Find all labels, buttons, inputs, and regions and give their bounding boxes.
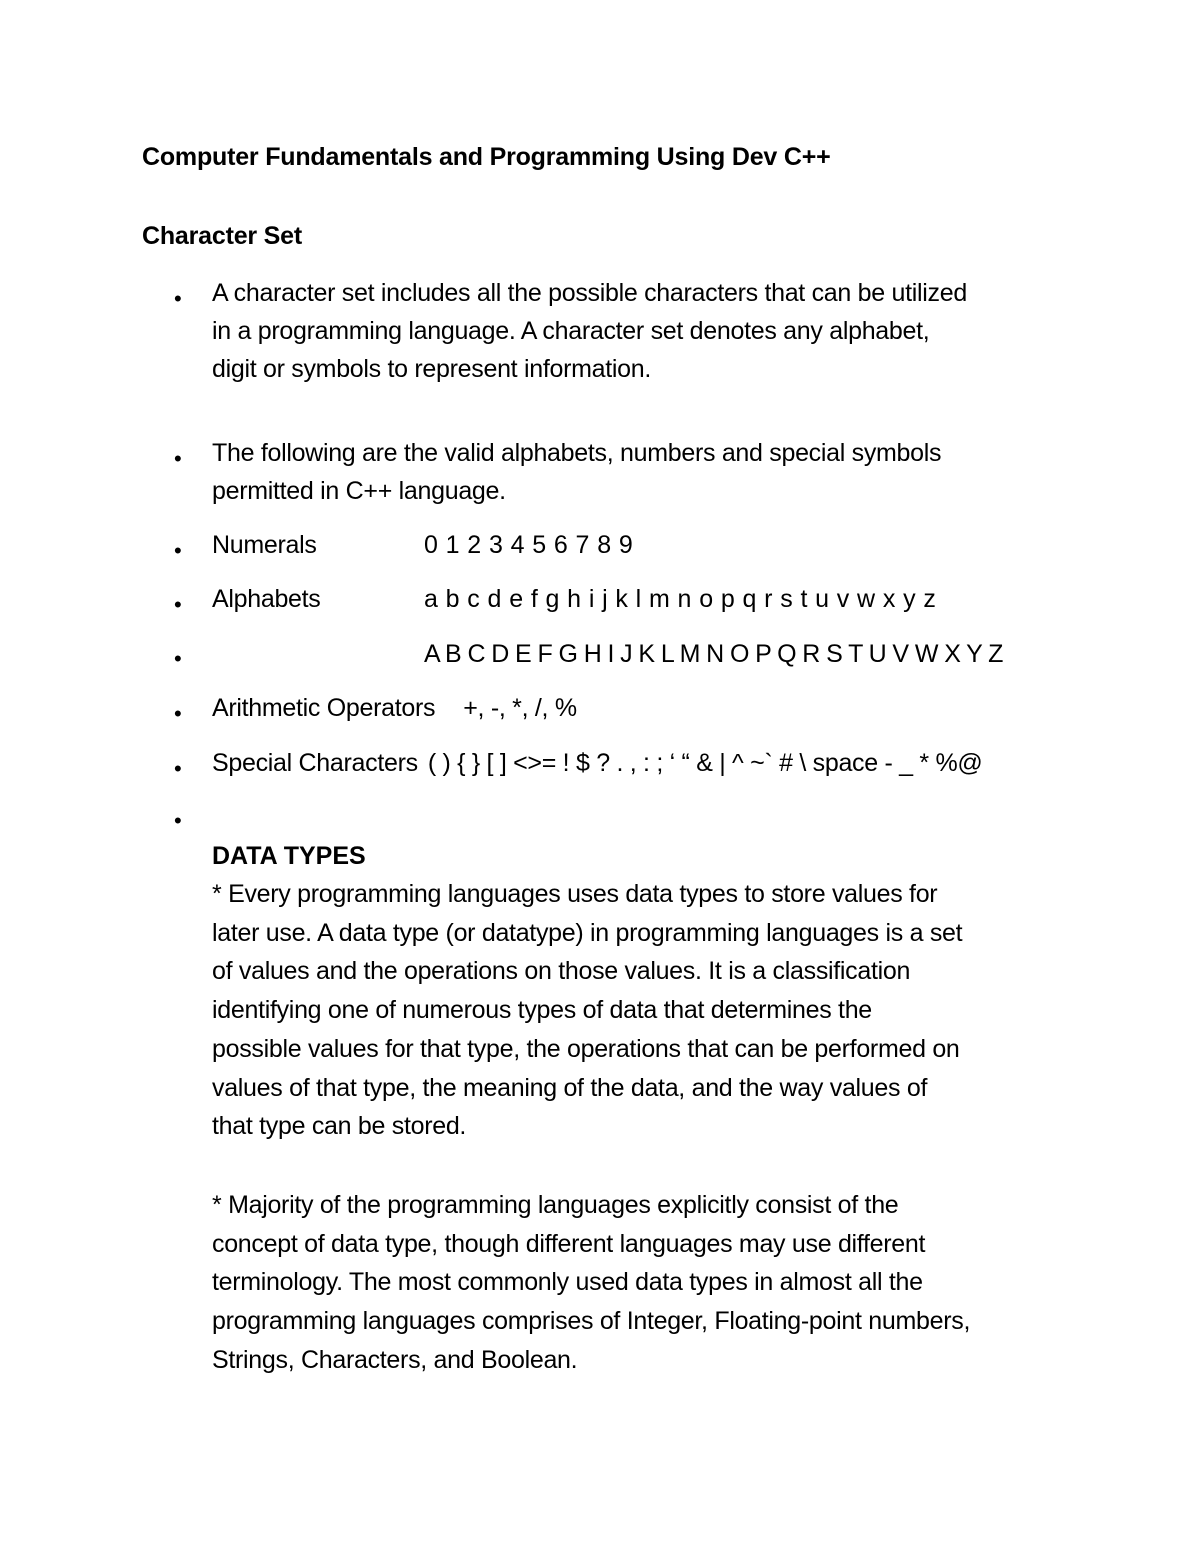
special-characters-label: Special Characters (212, 749, 418, 777)
alphabets-lowercase: a b c d e f g h i j k l m n o p q r s t u v w x y z (424, 585, 937, 613)
special-characters-value: ( ) { } [ ] <>= ! $ ? . , : ; ‘ “ & | ^ ~` # \ space - _ * %@ (427, 749, 983, 777)
document-title: Computer Fundamentals and Programming Using Dev C++ (142, 143, 831, 171)
bullet-icon: • (174, 446, 182, 471)
text-line: identifying one of numerous types of data that determines the (212, 996, 872, 1025)
text-line: concept of data type, though different languages may use different (212, 1229, 926, 1258)
alphabets-uppercase: A B C D E F G H I J K L M N O P Q R S T U V W X Y Z (424, 640, 1003, 668)
character-set-definition (212, 274, 1072, 388)
valid-symbols-intro (212, 434, 1072, 510)
text-line: programming languages comprises of Integer, Floating-point numbers, (212, 1307, 971, 1336)
text-line: The following are the valid alphabets, numbers and special symbols (212, 439, 942, 467)
text-line: values of that type, the meaning of the data, and the way values of (212, 1073, 928, 1102)
text-line: of values and the operations on those values. It is a classification (212, 957, 911, 986)
arithmetic-operators-value: +, -, *, /, % (463, 694, 577, 722)
text-line: A character set includes all the possible characters that can be utilized (212, 279, 967, 307)
bullet-icon: • (174, 756, 182, 781)
text-line: Strings, Characters, and Boolean. (212, 1345, 578, 1374)
data-types-heading: DATA TYPES (212, 842, 366, 870)
special-characters-row (212, 749, 983, 778)
text-line: in a programming language. A character set denotes any alphabet, (212, 317, 930, 345)
alphabets-label: Alphabets (212, 585, 321, 613)
bullet-icon: • (174, 808, 182, 833)
numerals-label: Numerals (212, 531, 317, 559)
data-types-paragraph-1 (212, 875, 1092, 1146)
text-line: possible values for that type, the operations that can be performed on (212, 1034, 960, 1063)
text-line: later use. A data type (or datatype) in programming languages is a set (212, 918, 963, 947)
bullet-icon: • (174, 646, 182, 671)
data-types-paragraph-2 (212, 1186, 1092, 1380)
text-line: digit or symbols to represent information. (212, 355, 651, 383)
section-heading-character-set: Character Set (142, 222, 302, 250)
bullet-icon: • (174, 538, 182, 563)
bullet-icon: • (174, 286, 182, 311)
text-line: * Every programming languages uses data types to store values for (212, 880, 938, 908)
bullet-icon: • (174, 592, 182, 617)
bullet-icon: • (174, 701, 182, 726)
arithmetic-operators-label: Arithmetic Operators (212, 694, 436, 722)
text-line: permitted in C++ language. (212, 477, 506, 505)
numerals-value: 0 1 2 3 4 5 6 7 8 9 (424, 531, 634, 559)
arithmetic-operators-row (212, 694, 577, 723)
text-line: that type can be stored. (212, 1112, 467, 1141)
text-line: terminology. The most commonly used data types in almost all the (212, 1268, 923, 1297)
text-line: * Majority of the programming languages explicitly consist of the (212, 1191, 899, 1219)
